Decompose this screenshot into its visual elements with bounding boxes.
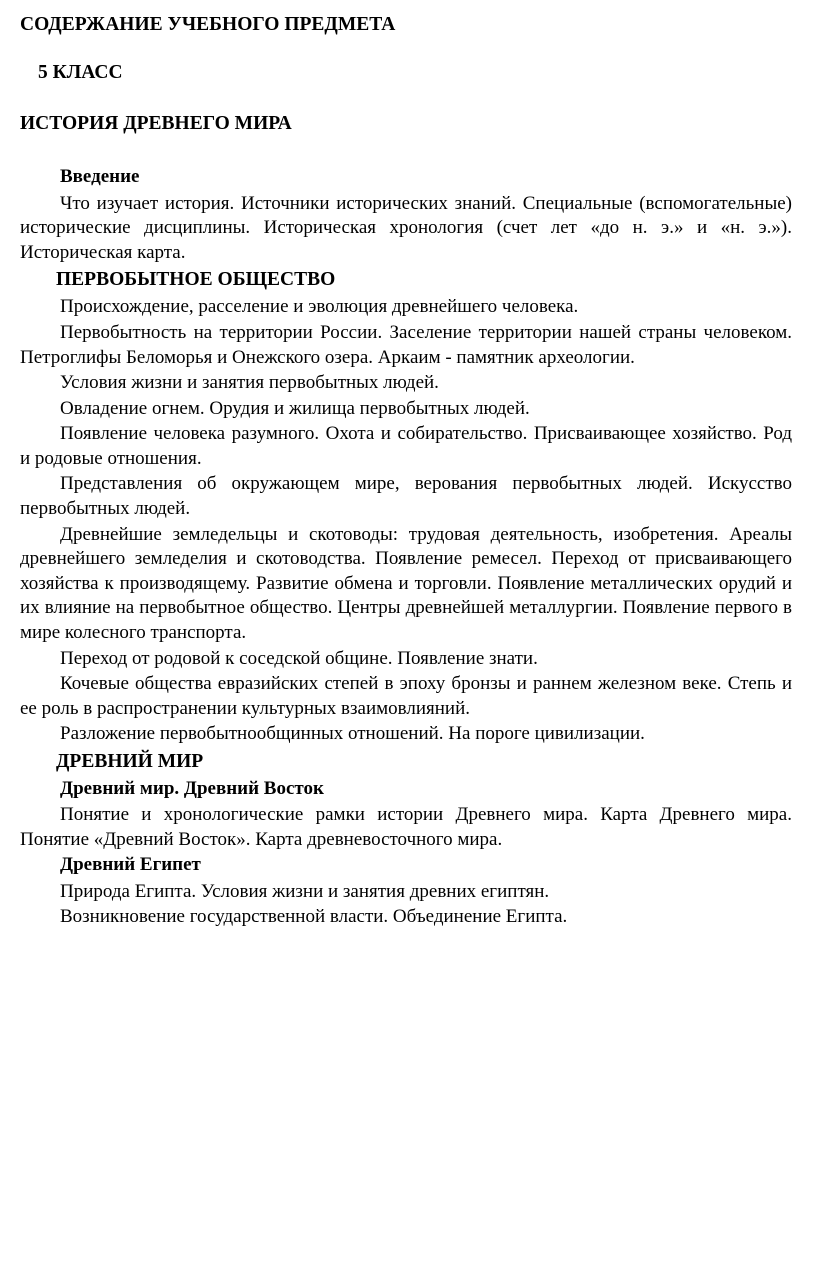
paragraph: Природа Египта. Условия жизни и занятия древних египтян. — [60, 880, 550, 902]
page-title: СОДЕРЖАНИЕ УЧЕБНОГО ПРЕДМЕТА — [20, 14, 396, 35]
paragraph: Переход от родовой к соседской общине. Появление знати. — [60, 647, 538, 669]
paragraph: Овладение огнем. Орудия и жилища первобытных людей. — [60, 397, 530, 419]
section-heading-primitive-society: ПЕРВОБЫТНОЕ ОБЩЕСТВО — [56, 269, 336, 291]
paragraph: Происхождение, расселение и эволюция древнейшего человека. — [60, 296, 579, 318]
paragraph: Разложение первобытнообщинных отношений. На пороге цивилизации. — [60, 723, 645, 745]
course-heading: ИСТОРИЯ ДРЕВНЕГО МИРА — [20, 112, 292, 134]
paragraph: Условия жизни и занятия первобытных людей. — [60, 372, 439, 394]
grade-heading: 5 КЛАСС — [38, 62, 123, 84]
section-heading-ancient-world: ДРЕВНИЙ МИР — [56, 751, 204, 772]
paragraph: Что изучает история. Источники исторических знаний. Специальные (вспомогательные) исторические дисциплины. Историческая хронология (счет лет «до н. э.» и «н. э.»). Историческая карта. — [20, 192, 792, 263]
paragraph: Кочевые общества евразийских степей в эпоху бронзы и раннем железном веке. Степь и ее роль в распространении культурных взаимовлияний. — [20, 673, 792, 719]
section-heading-ancient-egypt: Древний Египет — [60, 854, 201, 876]
paragraph: Понятие и хронологические рамки истории Древнего мира. Карта Древнего мира. Понятие «Древний Восток». Карта древневосточного мира. — [20, 804, 792, 850]
paragraph: Появление человека разумного. Охота и собирательство. Присваивающее хозяйство. Род и родовые отношения. — [20, 423, 792, 469]
section-heading-introduction: Введение — [60, 166, 140, 188]
paragraph: Древнейшие земледельцы и скотоводы: трудовая деятельность, изобретения. Ареалы древнейшего земледелия и скотоводства. Появление ремесел. Переход от присваивающего хозяйства к производящему. Развитие обмена и торговли. Появление металлических орудий и их влияние на первобытное общество. Центры древнейшей металлургии. Появление первого в мире колесного транспорта. — [20, 523, 792, 644]
paragraph: Представления об окружающем мире, верования первобытных людей. Искусство первобытных людей. — [20, 473, 792, 520]
section-heading-ancient-east: Древний мир. Древний Восток — [60, 777, 324, 799]
paragraph: Первобытность на территории России. Заселение территории нашей страны человеком. Петроглифы Беломорья и Онежского озера. Аркаим - памятник археологии. — [20, 321, 792, 368]
paragraph: Возникновение государственной власти. Объединение Египта. — [60, 906, 568, 928]
